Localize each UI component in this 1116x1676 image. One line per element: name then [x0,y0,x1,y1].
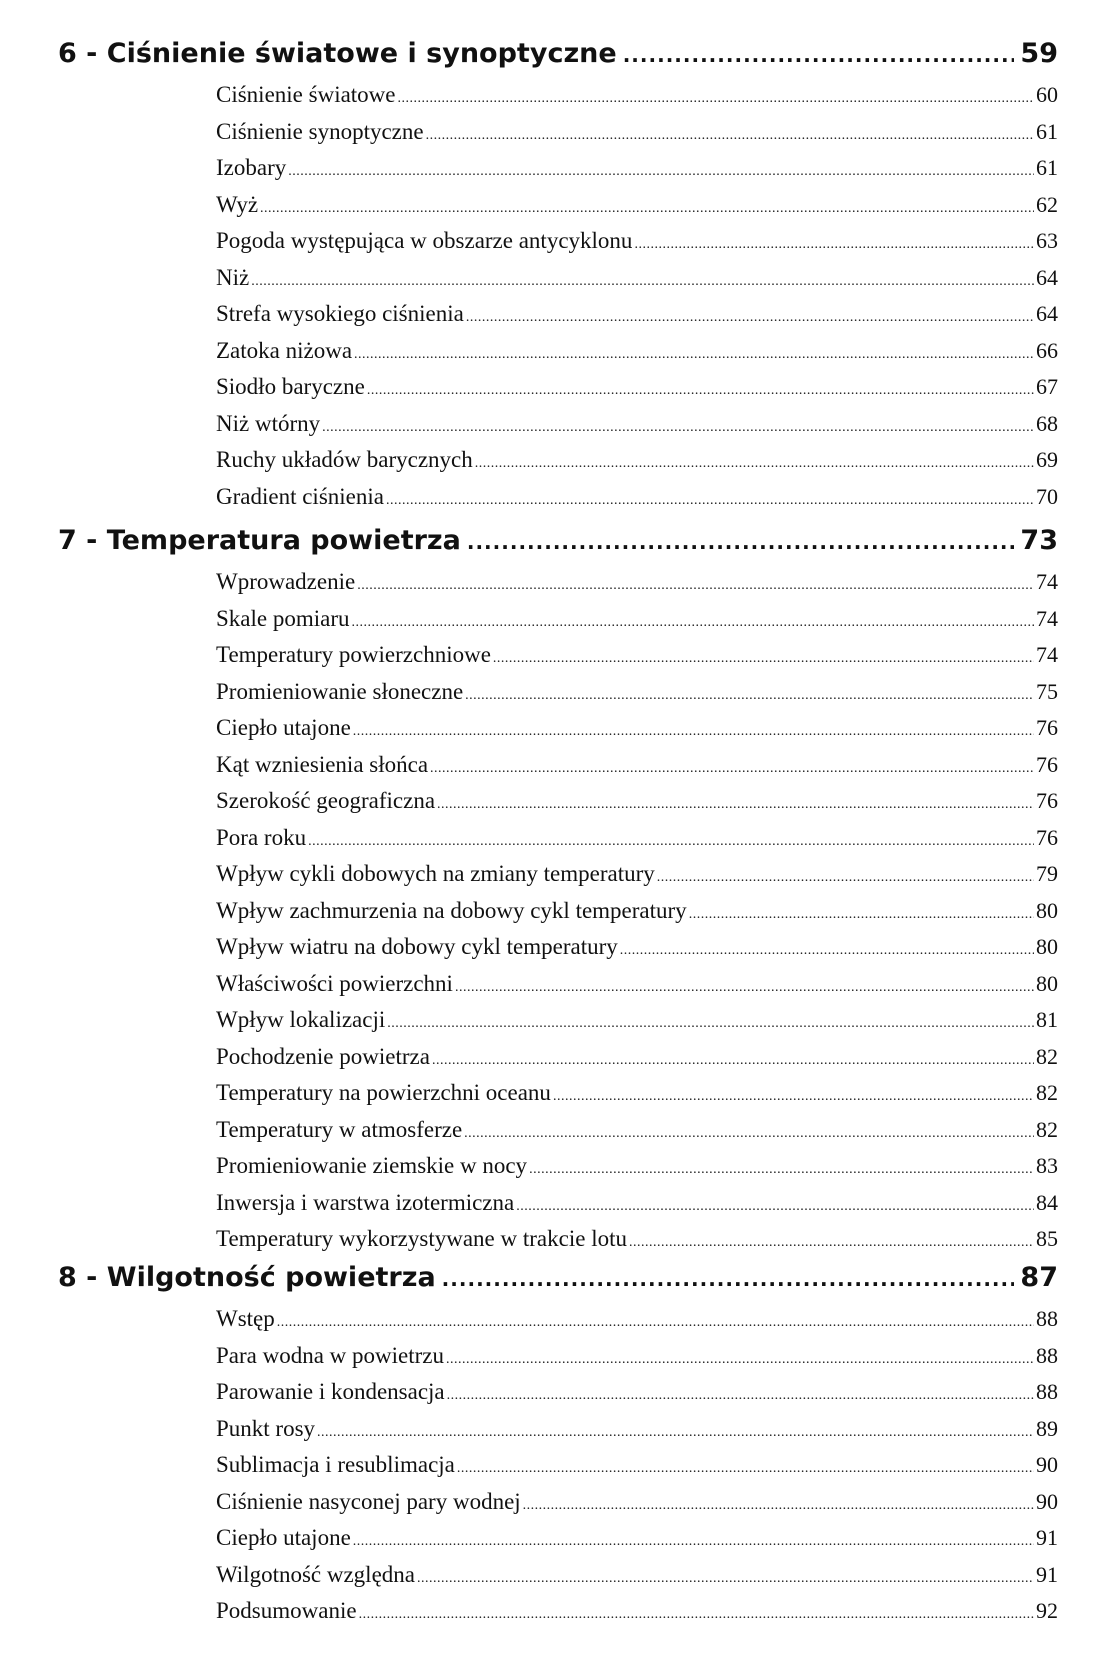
toc-entry [216,119,1058,156]
entry-page-number: 91 [1036,1561,1058,1587]
entry-title: Wpływ zachmurzenia na dobowy cykl temperatury [216,897,687,923]
entry-title: Strefa wysokiego ciśnienia [216,301,464,326]
entry-page-number: 82 [1036,1080,1058,1105]
dot-leader [308,835,1034,849]
entry-title: Temperatury w atmosferze [216,1116,463,1142]
toc-entry [216,338,1058,375]
entry-page-number: 80 [1036,934,1058,959]
entry-title: Promieniowanie słoneczne [216,678,464,704]
toc-entry [216,1379,1058,1416]
entry-title: Wyż [216,191,259,217]
entry-page-number: 64 [1036,301,1058,326]
entry-page-number: 74 [1036,642,1058,667]
toc-entry [216,1489,1058,1526]
entry-title: Niż wtórny [216,410,321,436]
entry-title: Zatoka niżowa [216,337,353,363]
entry-page-number: 68 [1036,410,1058,436]
chapter-7-section [58,525,1058,1263]
dot-leader [634,238,1034,252]
entry-title: Pogoda występująca w obszarze antycyklonu [216,228,633,253]
toc-entry [216,447,1058,484]
entry-title: Para wodna w powietrzu [216,1342,445,1368]
dot-leader [353,725,1034,739]
toc-entry [216,1226,1058,1263]
toc-entry [216,1343,1058,1380]
entry-title: Właściwości powierzchni [216,970,453,996]
toc-entry [216,1416,1058,1453]
toc-entry [216,155,1058,192]
entry-page-number: 80 [1036,970,1058,996]
entry-title: Temperatury na powierzchni oceanu [216,1080,551,1105]
entry-title: Siodło baryczne [216,374,365,399]
chapter-8-section [58,1262,1058,1635]
toc-entry [216,228,1058,265]
entry-page-number: 66 [1036,337,1058,363]
entry-page-number: 74 [1036,569,1058,594]
entry-title: Punkt rosy [216,1415,316,1441]
entry-page-number: 75 [1036,678,1058,704]
dot-leader [352,616,1035,630]
toc-entry [216,898,1058,935]
entry-page-number: 84 [1036,1189,1058,1215]
dot-leader [553,1090,1034,1104]
toc-entry [216,971,1058,1008]
dot-leader [426,129,1034,143]
chapter-entries [58,1306,1058,1635]
chapter-heading [58,38,1058,82]
toc-entry [216,1080,1058,1117]
entry-title: Gradient ciśnienia [216,483,384,509]
entry-page-number: 79 [1036,861,1058,886]
entry-title: Temperatury powierzchniowe [216,642,491,667]
entry-page-number: 76 [1036,788,1058,813]
chapter-entries [58,82,1058,520]
dot-leader [386,494,1034,508]
dot-leader [322,421,1034,435]
entry-page-number: 88 [1036,1306,1058,1331]
toc-entry [216,1306,1058,1343]
entry-title: Wilgotność względna [216,1561,415,1587]
toc-entry [216,301,1058,338]
entry-title: Pochodzenie powietrza [216,1043,430,1069]
dot-leader [457,1462,1034,1476]
entry-title: Wstęp [216,1306,275,1331]
toc-entry [216,1153,1058,1190]
chapter-heading [58,1262,1058,1306]
chapter-page-number: 59 [1020,38,1058,69]
toc-entry [216,411,1058,448]
toc-entry [216,788,1058,825]
dot-leader [516,1200,1034,1214]
dot-leader [260,202,1034,216]
dot-leader [357,579,1034,593]
entry-title: Pora roku [216,824,307,850]
dot-leader [466,311,1034,325]
entry-title: Ciśnienie synoptyczne [216,118,424,144]
dot-leader [455,981,1034,995]
entry-title: Ciepło utajone [216,1525,351,1550]
entry-title: Szerokość geograficzna [216,788,436,813]
dot-leader [446,1353,1034,1367]
entry-title: Parowanie i kondensacja [216,1379,445,1404]
dot-leader [251,275,1034,289]
dot-leader [277,1316,1034,1330]
dot-leader [447,1389,1034,1403]
entry-page-number: 90 [1036,1488,1058,1514]
entry-page-number: 76 [1036,751,1058,777]
chapter-page-number: 87 [1020,1262,1058,1293]
toc-entry [216,752,1058,789]
chapter-heading [58,525,1058,569]
chapter-title: 8 - Wilgotność powietrza [58,1262,436,1293]
toc-entry [216,1452,1058,1489]
toc-entry [216,861,1058,898]
dot-leader [657,871,1034,885]
dot-leader [623,45,1015,65]
dot-leader [367,384,1034,398]
entry-page-number: 88 [1036,1379,1058,1404]
dot-leader [620,944,1034,958]
toc-entry [216,1525,1058,1562]
toc-entry [216,679,1058,716]
dot-leader [317,1426,1034,1440]
dot-leader [432,1054,1034,1068]
dot-leader [437,798,1034,812]
dot-leader [387,1017,1034,1031]
entry-page-number: 76 [1036,824,1058,850]
dot-leader [288,165,1034,179]
toc-entry [216,715,1058,752]
dot-leader [493,652,1034,666]
dot-leader [398,92,1035,106]
entry-title: Wpływ cykli dobowych na zmiany temperatury [216,861,655,886]
toc-entry [216,1562,1058,1599]
entry-page-number: 61 [1036,118,1058,144]
entry-title: Niż [216,264,250,290]
dot-leader [475,457,1034,471]
dot-leader [467,532,1015,552]
entry-page-number: 67 [1036,374,1058,399]
entry-page-number: 85 [1036,1226,1058,1251]
toc-entry [216,934,1058,971]
toc-entry [216,374,1058,411]
entry-page-number: 76 [1036,715,1058,740]
dot-leader [430,762,1034,776]
entry-page-number: 70 [1036,483,1058,509]
entry-page-number: 74 [1036,605,1058,631]
toc-entry [216,825,1058,862]
entry-page-number: 81 [1036,1007,1058,1032]
toc-entry [216,265,1058,302]
chapter-title: 7 - Temperatura powietrza [58,525,461,556]
entry-page-number: 89 [1036,1415,1058,1441]
entry-page-number: 63 [1036,228,1058,253]
dot-leader [629,1236,1034,1250]
entry-page-number: 60 [1036,82,1058,107]
dot-leader [354,348,1034,362]
toc-entry [216,484,1058,521]
toc-entry [216,192,1058,229]
toc-entry [216,82,1058,119]
entry-page-number: 82 [1036,1043,1058,1069]
toc-entry [216,569,1058,606]
toc-entry [216,1190,1058,1227]
dot-leader [465,689,1034,703]
toc-entry [216,1117,1058,1154]
entry-title: Wpływ lokalizacji [216,1007,386,1032]
chapter-entries [58,569,1058,1263]
entry-page-number: 61 [1036,155,1058,180]
chapter-6-section [58,38,1058,520]
chapter-page-number: 73 [1020,525,1058,556]
entry-title: Ciśnienie nasyconej pary wodnej [216,1488,521,1514]
entry-title: Ciśnienie światowe [216,82,396,107]
entry-title: Inwersja i warstwa izotermiczna [216,1189,515,1215]
entry-page-number: 80 [1036,897,1058,923]
entry-title: Podsumowanie [216,1598,357,1623]
entry-page-number: 64 [1036,264,1058,290]
dot-leader [353,1535,1034,1549]
entry-title: Izobary [216,155,287,180]
dot-leader [689,908,1034,922]
toc-entry [216,1007,1058,1044]
entry-page-number: 92 [1036,1598,1058,1623]
entry-title: Temperatury wykorzystywane w trakcie lotu [216,1226,627,1251]
dot-leader [529,1163,1034,1177]
entry-title: Wprowadzenie [216,569,356,594]
entry-page-number: 91 [1036,1525,1058,1550]
entry-title: Ciepło utajone [216,715,351,740]
entry-title: Sublimacja i resublimacja [216,1452,455,1477]
entry-title: Wpływ wiatru na dobowy cykl temperatury [216,934,618,959]
entry-page-number: 82 [1036,1116,1058,1142]
entry-title: Skale pomiaru [216,605,350,631]
dot-leader [523,1499,1034,1513]
dot-leader [417,1572,1034,1586]
toc-entry [216,642,1058,679]
toc-entry [216,606,1058,643]
entry-page-number: 90 [1036,1452,1058,1477]
dot-leader [442,1269,1015,1289]
entry-title: Ruchy układów barycznych [216,447,473,472]
entry-title: Promieniowanie ziemskie w nocy [216,1153,528,1178]
entry-page-number: 83 [1036,1153,1058,1178]
entry-page-number: 88 [1036,1342,1058,1368]
toc-entry [216,1598,1058,1635]
toc-entry [216,1044,1058,1081]
entry-page-number: 62 [1036,191,1058,217]
dot-leader [359,1608,1034,1622]
dot-leader [464,1127,1034,1141]
chapter-title: 6 - Ciśnienie światowe i synoptyczne [58,38,617,69]
entry-page-number: 69 [1036,447,1058,472]
entry-title: Kąt wzniesienia słońca [216,751,429,777]
